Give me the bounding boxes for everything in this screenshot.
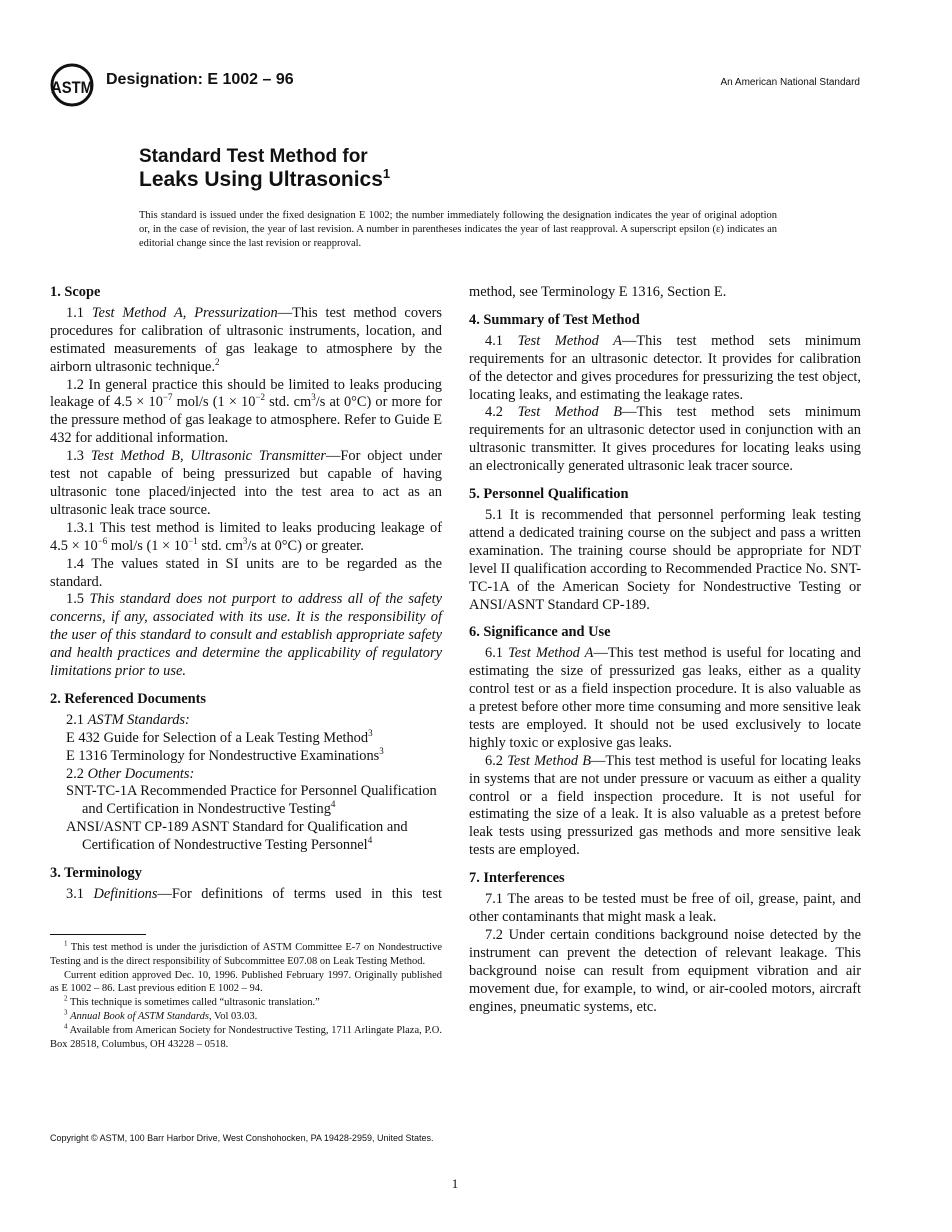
reference-e432: E 432 Guide for Selection of a Leak Testing Method$^3$ <box>66 727 373 746</box>
subsection-astm-standards: 2.1 ASTM Standards: <box>66 711 190 728</box>
paragraph-3-1: 3.1 Definitions—For definitions of terms used in this test <box>66 886 442 902</box>
paragraph-7-1: 7.1 The areas to be tested must be free of oil, grease, paint, and other contaminants that might mask a leak. <box>469 891 861 925</box>
paragraph-4-2: 4.2 Test Method B—This test method sets minimum requirements for an ultrasonic detector used in conjunction with an ultrasonic transmitter. It gives procedures for locating leaks using an electronically generated ultrasonic leak tracer source. <box>469 404 861 475</box>
paragraph-4-1: 4.1 Test Method A—This test method sets minimum requirements for an ultrasonic detector. It provides for calibration of the detector and gives procedures for pressurizing the test object, locating leaks, and estimating the leakage rates. <box>469 332 861 403</box>
subsection-other-documents: 2.2 Other Documents: <box>66 765 195 782</box>
paragraph-1-5: 1.5 This standard does not purport to address all of the safety concerns, if any, associated with its use. It is the responsibility of the user of this standard to consult and establish appropriate safety and health practices and determine the applicability of regulatory limitations prior to use. <box>50 591 442 680</box>
paragraph-5-1: 5.1 It is recommended that personnel performing leak testing attend a dedicated training course on the subject and pass a written examination. The training course should be appropriate for NDT level II qualification according to Recommended Practice No. SNT-TC-1A of the American Society for Nondestructive Testing or ANSI/ASNT Standard CP-189. <box>469 506 861 613</box>
title-line-1: Standard Test Method for <box>139 146 368 167</box>
paragraph-6-2: 6.2 Test Method B—This test method is useful for locating leaks in systems that are not under pressure or vacuum as either a quality control or a field inspection procedure. It is not useful for estimating the size of a leak. It is also valuable as a pretest before leak tests using pressurized gas methods and more sensitive leak tests are employed. <box>469 752 861 859</box>
paragraph-3-1-continued: method, see Terminology E 1316, Section E. <box>469 284 727 300</box>
designation: Designation: E 1002 – 96 <box>106 71 294 88</box>
document-title <box>139 146 390 192</box>
paragraph-1-3-1: 1.3.1 This test method is limited to leaks producing leakage of $4.5 \times 10^{-6}$ mol/s ($1 \times 10^{-1}$ std. $cm^3/s$ at 0°C) or greater. <box>50 519 442 554</box>
paragraph-1-1: 1.1 Test Method A, Pressurization—This test method covers procedures for calibration of ultrasonic instruments, location, and estimated measurements of gas leakage to atmosphere by the airborn ultrasonic technique.$^2$ <box>50 304 442 375</box>
paragraph-6-1: 6.1 Test Method A—This test method is useful for locating and estimating the size of pressurized gas leaks, either as a quality control test or as a field inspection procedure. It is also valuable as a pretest before other more time consuming and more sensitive leak tests are employed. It should not be used exclusively to locate highly toxic or explosive gas leaks. <box>469 645 861 751</box>
title-line-2: Leaks Using Ultrasonics$^1$ <box>139 166 391 191</box>
astm-logo <box>48 62 96 108</box>
title-footnote-ref: 1 <box>382 166 391 181</box>
reference-e1316: E 1316 Terminology for Nondestructive Examinations$^3$ <box>66 745 384 764</box>
page-number: 1 <box>451 1176 459 1191</box>
astm-logo-text: ASTM <box>51 78 93 97</box>
paragraph-7-2: 7.2 Under certain conditions background noise detected by the instrument can prevent the detection of relevant leakage. This background noise can result from equipment vibration and air movement due, for example, to wind, or air-cooled motors, aircraft engines, pneumatic systems, etc. <box>469 926 861 1015</box>
footnote-divider <box>50 934 146 935</box>
reference-snt-tc-1a: SNT-TC-1A Recommended Practice for Personnel Qualification and Certification in Nondestructive Testing$^4$ <box>66 783 437 818</box>
section-heading-terminology: 3. Terminology <box>50 865 142 882</box>
reference-cp-189: ANSI/ASNT CP-189 ASNT Standard for Qualification and Certification of Nondestructive Testing Personnel$^4$ <box>66 819 408 854</box>
section-heading-personnel: 5. Personnel Qualification <box>469 486 629 503</box>
footnote-1: $^1$ This test method is under the jurisdiction of ASTM Committee E-7 on Nondestructive Testing and is the direct responsibility of Subcommittee E07.08 on Leak Testing Method. <box>50 939 443 967</box>
issuance-notice: This standard is issued under the fixed designation E 1002; the number immediately following the designation indicates the year of original adoption or, in the case of revision, the year of last revision. A number in parentheses indicates the year of last reapproval. A superscript epsilon (ε) indicates an editorial change since the last revision or reapproval. <box>139 210 777 249</box>
paragraph-1-4: 1.4 The values stated in SI units are to be regarded as the standard. <box>50 555 442 590</box>
section-heading-referenced-documents: 2. Referenced Documents <box>50 690 206 707</box>
footnote-2: $^2$ This technique is sometimes called “ultrasonic translation.” <box>64 994 320 1009</box>
paragraph-1-2: 1.2 In general practice this should be limited to leaks producing leakage of $4.5 \times 10^{-7}$ mol/s ($1 \times 10^{-2}$ std. $cm^3/s$ at 0°C) or more for the pressure method of gas leakage to atmosphere. Refer to Guide E 432 for additional information. <box>50 376 443 447</box>
paragraph-1-3: 1.3 Test Method B, Ultrasonic Transmitter—For object under test not capable of being pressurized but capable of having ultrasonic tone placed/injected into the test area to act as an ultrasonic leak trace source. <box>50 448 442 518</box>
copyright-notice: Copyright © ASTM, 100 Barr Harbor Drive, West Conshohocken, PA 19428-2959, United States. <box>50 1133 434 1143</box>
section-heading-summary: 4. Summary of Test Method <box>469 311 640 328</box>
footnote-3: $^3$ Annual Book of ASTM Standards, Vol 03.03. <box>64 1008 258 1022</box>
national-standard-label: An American National Standard <box>720 77 860 88</box>
section-heading-scope: 1. Scope <box>50 284 101 300</box>
footnote-1-continued: Current edition approved Dec. 10, 1996. Published February 1997. Originally published as E 1002 – 86. Last previous edition E 1002 – 94. <box>50 969 442 995</box>
section-heading-significance: 6. Significance and Use <box>469 624 611 641</box>
footnote-4: $^4$ Available from American Society for Nondestructive Testing, 1711 Arlingate Plaza, P.O. Box 28518, Columbus, OH 43228 – 0518. <box>50 1022 443 1050</box>
left-column <box>50 284 442 904</box>
section-heading-interferences: 7. Interferences <box>469 870 565 887</box>
right-column <box>469 284 861 1016</box>
footnotes <box>50 941 442 1051</box>
